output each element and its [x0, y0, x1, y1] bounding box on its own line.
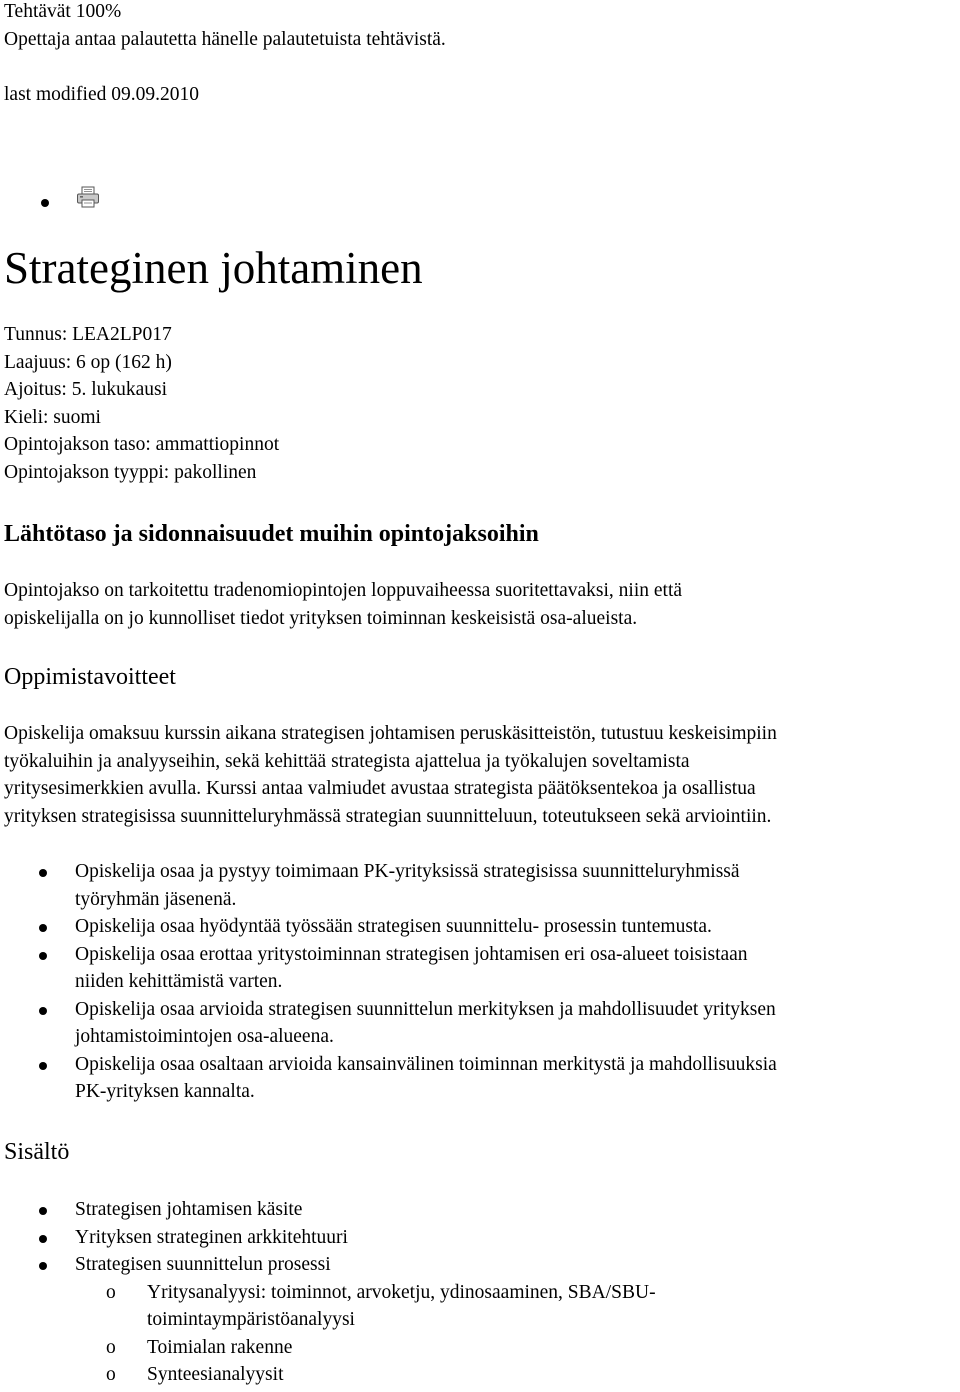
circle-bullet-icon: o [106, 1336, 116, 1358]
learning-goals-list [4, 858, 777, 1106]
sub-list-item: o Yritysanalyysi: toiminnot, arvoketju, ydinosaaminen, SBA/SBU- toimintaympäristöanalyysi [75, 1279, 656, 1334]
bullet-icon [39, 1262, 47, 1270]
bullet-icon [39, 952, 47, 960]
course-scope: Laajuus: 6 op (162 h) [4, 351, 172, 373]
list-item: Strategisen johtamisen käsite [4, 1196, 656, 1224]
sub-list [75, 1279, 656, 1389]
list-item: Yrityksen strateginen arkkitehtuuri [4, 1224, 656, 1252]
bullet-icon [39, 869, 47, 877]
course-type: Opintojakson tyyppi: pakollinen [4, 461, 257, 483]
bullet-icon [39, 1007, 47, 1015]
task-description-text: Opettaja antaa palautetta hänelle palautetuista tehtävistä. [4, 28, 446, 50]
bullet-icon [39, 1235, 47, 1243]
task-status-block [4, 0, 446, 53]
course-timing: Ajoitus: 5. lukukausi [4, 379, 168, 400]
bullet-icon [39, 924, 47, 932]
prerequisites-heading: Lähtötaso ja sidonnaisuudet muihin opintojaksoihin [4, 521, 539, 547]
list-item: Strategisen suunnittelun prosessi o Yritysanalyysi: toiminnot, arvoketju, ydinosaaminen, SBA/SBU- toimintaympäristöanalyysi o Toimialan rakenne o Synteesianalyysit [4, 1251, 656, 1389]
page-title: Strateginen johtaminen [4, 243, 423, 293]
circle-bullet-icon: o [106, 1364, 116, 1385]
course-metadata [4, 321, 279, 486]
last-modified-text: last modified 09.09.2010 [4, 84, 199, 105]
paragraph-line: yrityksen strategisissa suunnitteluryhmässä strategian suunnitteluun, toteutukseen sekä arviointiin. [4, 805, 772, 827]
course-language: Kieli: suomi [4, 406, 101, 428]
circle-bullet-icon: o [106, 1281, 116, 1303]
list-item: Opiskelija osaa erottaa yritystoiminnan strategisen johtamisen eri osa-alueet toisistaan niiden kehittämistä varten. [4, 941, 777, 996]
paragraph-line: yritysesimerkkien avulla. Kurssi antaa valmiudet avustaa strategista päätöksentekoa ja osallistua [4, 778, 756, 799]
content-list [4, 1196, 656, 1389]
bullet-icon [39, 1207, 47, 1215]
prerequisites-paragraph [4, 577, 682, 632]
printer-icon[interactable] [76, 186, 100, 208]
learning-goals-heading: Oppimistavoitteet [4, 664, 176, 690]
course-level: Opintojakson taso: ammattiopinnot [4, 434, 280, 455]
list-item: Opiskelija osaa arvioida strategisen suunnittelun merkityksen ja mahdollisuudet yrityksen johtamistoimintojen osa-alueena. [4, 996, 777, 1051]
sub-list-item: o Toimialan rakenne [75, 1334, 656, 1362]
paragraph-line: opiskelijalla on jo kunnolliset tiedot yrityksen toiminnan keskeisistä osa-alueista. [4, 607, 638, 629]
print-list-item [4, 186, 204, 214]
bullet-icon [41, 199, 49, 207]
paragraph-line: Opiskelija omaksuu kurssin aikana strategisen johtamisen peruskäsitteistön, tutustuu keskeisimpiin [4, 723, 777, 744]
paragraph-line: työkaluihin ja analyyseihin, sekä kehittää strategista ajattelua ja työkalujen soveltamista [4, 750, 690, 772]
list-item: Opiskelija osaa osaltaan arvioida kansainvälinen toiminnan merkitystä ja mahdollisuuksia PK-yrityksen kannalta. [4, 1051, 777, 1106]
task-status-text: Tehtävät 100% [4, 1, 122, 22]
course-code: Tunnus: LEA2LP017 [4, 324, 172, 345]
sub-list-item: o Synteesianalyysit [75, 1361, 656, 1389]
paragraph-line: Opintojakso on tarkoitettu tradenomiopintojen loppuvaiheessa suoritettavaksi, niin että [4, 580, 683, 601]
content-heading: Sisältö [4, 1139, 70, 1165]
list-item: Opiskelija osaa hyödyntää työssään strategisen suunnittelu- prosessin tuntemusta. [4, 913, 777, 941]
list-item: Opiskelija osaa ja pystyy toimimaan PK-yrityksissä strategisissa suunnitteluryhmissä työryhmän jäsenenä. [4, 858, 777, 913]
learning-goals-paragraph [4, 720, 777, 830]
bullet-icon [39, 1062, 47, 1070]
